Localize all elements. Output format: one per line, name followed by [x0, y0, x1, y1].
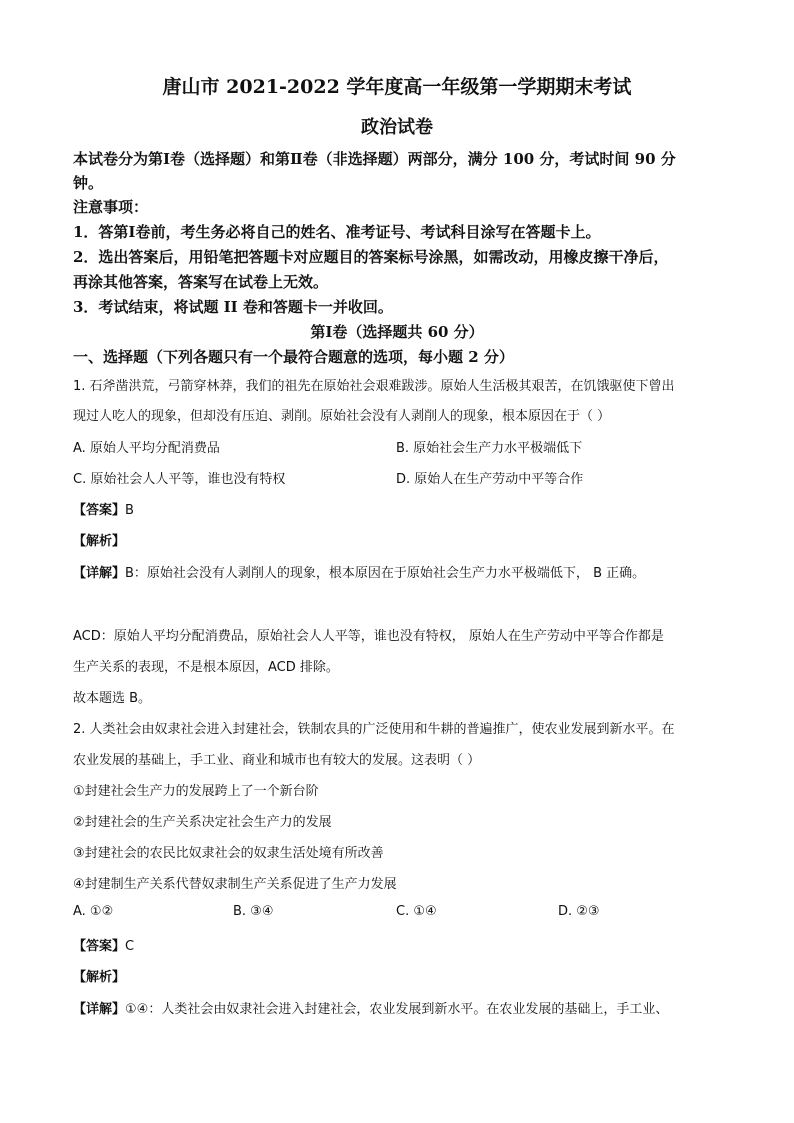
question-1-stem-cont: 现过人吃人的现象，但却没有压迫、剥削。原始社会没有人剥削人的现象，根本原因在于（ ）	[73, 409, 611, 424]
q1-option-b: B. 原始社会生产力水平极端低下	[396, 441, 583, 456]
q2-answer	[73, 935, 134, 954]
answer-value: B	[125, 503, 134, 518]
q2-analysis-tag	[73, 966, 125, 985]
analysis-tag: 【解析】	[73, 534, 126, 549]
analysis-tag: 【解析】	[73, 970, 126, 985]
answer-value: C	[125, 939, 135, 954]
question-2-stem-cont: 农业发展的基础上，手工业、商业和城市也有较大的发展。这表明（ ）	[73, 753, 481, 768]
q2-statement: ②封建社会的生产关系决定社会生产力的发展	[73, 815, 332, 830]
notice-item: 1．答第Ⅰ卷前，考生务必将自己的姓名、准考证号、考试科目涂写在答题卡上。	[73, 223, 601, 241]
notice-item: 2．选出答案后，用铅笔把答题卡对应题目的答案标号涂黑，如需改动，用橡皮擦干净后，	[73, 248, 669, 266]
answer-tag: 【答案】	[73, 939, 126, 954]
q1-detail-1	[73, 562, 645, 581]
q1-conclusion: 故本题选 B。	[73, 691, 152, 706]
intro-line-2: 钟。	[73, 174, 104, 192]
q1-analysis-tag	[73, 530, 125, 549]
section-heading: 一、选择题（下列各题只有一个最符合题意的选项，每小题 2 分）	[73, 348, 514, 366]
exam-subtitle: 政治试卷	[361, 117, 433, 138]
q1-option-a: A. 原始人平均分配消费品	[73, 441, 220, 456]
notice-item: 3．考试结束，将试题 II 卷和答题卡一并收回。	[73, 298, 393, 316]
q2-option-d: D. ②③	[558, 904, 600, 919]
question-2-stem: 2. 人类社会由奴隶社会进入封建社会，铁制农具的广泛使用和牛耕的普遍推广，使农业发展到新水平。在	[73, 722, 675, 737]
q1-answer	[73, 499, 134, 518]
q2-statement: ③封建社会的农民比奴隶社会的奴隶生活处境有所改善	[73, 846, 384, 861]
q2-option-b: B. ③④	[233, 904, 274, 919]
q1-option-c: C. 原始社会人人平等，谁也没有特权	[73, 472, 286, 487]
exam-title: 唐山市 2021-2022 学年度高一年级第一学期期末考试	[162, 76, 632, 98]
q2-option-c: C. ①④	[396, 904, 437, 919]
detail-text: ①④：人类社会由奴隶社会进入封建社会，农业发展到新水平。在农业发展的基础上，手工业、	[125, 1002, 669, 1017]
q2-option-a: A. ①②	[73, 904, 114, 919]
intro-line-1: 本试卷分为第Ⅰ卷（选择题）和第Ⅱ卷（非选择题）两部分，满分 100 分，考试时间 90 分	[73, 150, 676, 168]
question-1-stem: 1. 石斧凿洪荒，弓箭穿林莽，我们的祖先在原始社会艰难跋涉。原始人生活极其艰苦，在饥饿驱使下曾出	[73, 379, 675, 394]
q1-option-d: D. 原始人在生产劳动中平等合作	[396, 472, 584, 487]
notice-item: 再涂其他答案，答案写在试卷上无效。	[73, 273, 329, 291]
detail-text: B：原始社会没有人剥削人的现象，根本原因在于原始社会生产力水平极端低下， B 正确。	[125, 566, 646, 581]
q1-detail-3: 生产关系的表现，不是根本原因，ACD 排除。	[73, 660, 339, 675]
detail-tag: 【详解】	[73, 566, 126, 581]
q2-detail-1	[73, 998, 668, 1017]
answer-tag: 【答案】	[73, 503, 126, 518]
notice-heading: 注意事项：	[73, 198, 149, 216]
q1-detail-2: ACD：原始人平均分配消费品，原始社会人人平等，谁也没有特权， 原始人在生产劳动中平等合作都是	[73, 629, 664, 644]
detail-tag: 【详解】	[73, 1002, 126, 1017]
section-title: 第Ⅰ卷（选择题共 60 分）	[310, 323, 484, 341]
q2-statement: ①封建社会生产力的发展跨上了一个新台阶	[73, 784, 319, 799]
q2-statement: ④封建制生产关系代替奴隶制生产关系促进了生产力发展	[73, 877, 397, 892]
